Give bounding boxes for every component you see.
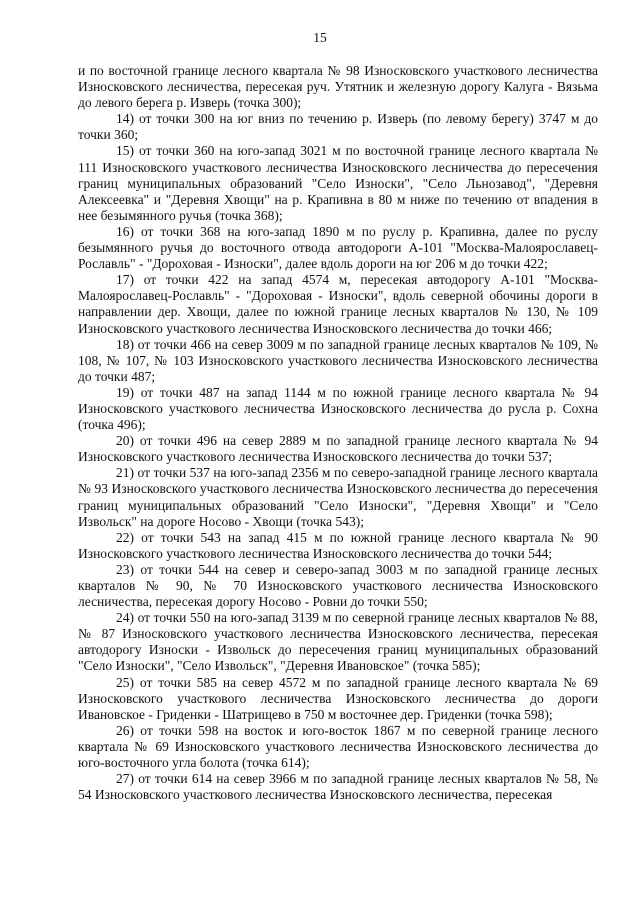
paragraph-item-14: 14) от точки 300 на юг вниз по течению р. Изверь (по левому берегу) 3747 м до точки 360; (78, 111, 598, 143)
paragraph-item-26: 26) от точки 598 на восток и юго-восток 1867 м по северной границе лесного квартала № 69 Износковского участкового лесничества Износковского лесничества до юго-восточного угла болота (точка 614); (78, 722, 598, 771)
paragraph-item-19: 19) от точки 487 на запад 1144 м по южной границе лесного квартала № 94 Износковского участкового лесничества Износковского лесничества до русла р. Сохна (точка 496); (78, 384, 598, 433)
paragraph-item-20: 20) от точки 496 на север 2889 м по западной границе лесного квартала № 94 Износковского участкового лесничества Износковского лесничества до точки 537; (78, 433, 598, 465)
paragraph-item-18: 18) от точки 466 на север 3009 м по западной границе лесных кварталов № 109, № 108, № 107, № 103 Износковского участкового лесничества Износковского лесничества до точки 487; (78, 336, 598, 384)
paragraph-item-25: 25) от точки 585 на север 4572 м по западной границе лесного квартала № 69 Износковского участкового лесничества Износковского лесничества до дороги Ивановское - Гриденки - Шатрищево в 750 м восточнее дер. Гриденки (точка 598); (78, 674, 598, 722)
paragraph-item-17: 17) от точки 422 на запад 4574 м, пересекая автодорогу А-101 "Москва-Малоярославец-Рославль" - "Дороховая - Износки", вдоль северной обочины дороги в направлении дер. Хвощи, далее по южной границе лесных кварталов № 130, № 109 Износковского участкового лесничества Износковского лесничества до точки 466; (78, 272, 598, 336)
paragraph-item-16: 16) от точки 368 на юго-запад 1890 м по руслу р. Крапивна, далее по руслу безымянного ручья до восточного отвода автодороги А-101 "Москва-Малоярославец-Рославль" - "Дороховая - Износки", далее вдоль дороги на юг 206 м до точки 422; (78, 223, 598, 272)
paragraph-item-23: 23) от точки 544 на север и северо-запад 3003 м по западной границе лесных кварталов № 90, № 70 Износковского участкового лесничества Износковского лесничества, пересекая дорогу Носово - Ровни до точки 550; (78, 561, 598, 610)
paragraph-item-24: 24) от точки 550 на юго-запад 3139 м по северной границе лесных кварталов № 88, № 87 Износковского участкового лесничества Износковского лесничества, пересекая автодорогу Износки - Извольск до пересечения границ муниципальных образований "Село Износки", "Село Извольск", "Деревня Ивановское" (точка 585); (78, 610, 598, 674)
paragraph-continuation: и по восточной границе лесного квартала № 98 Износковского участкового лесничества Износковского лесничества, пересекая руч. Утятник и железную дорогу Калуга - Вязьма до левого берега р. Изверь (точка 300); (78, 63, 598, 111)
paragraph-item-27: 27) от точки 614 на север 3966 м по западной границе лесных кварталов № 58, № 54 Износковского участкового лесничества Износковского лесничества, пересекая (78, 771, 598, 803)
document-body (78, 63, 598, 803)
paragraph-item-21: 21) от точки 537 на юго-запад 2356 м по северо-западной границе лесного квартала № 93 Износковского участкового лесничества Износковского лесничества до пересечения границ муниципальных образований "Село Износки", "Деревня Хвощи" и "Село Извольск" на дороге Носово - Хвощи (точка 543); (78, 465, 598, 529)
paragraph-item-15: 15) от точки 360 на юго-запад 3021 м по восточной границе лесного квартала № 111 Износковского участкового лесничества Износковского лесничества до пересечения границ муниципальных образований "Село Износки", "Село Льнозавод", "Деревня Алексеевка" и "Деревня Хвощи" на р. Крапивна в 80 м ниже по течению от впадения в нее безымянного ручья (точка 368); (78, 143, 598, 223)
page-number: 15 (313, 30, 327, 45)
paragraph-item-22: 22) от точки 543 на запад 415 м по южной границе лесного квартала № 90 Износковского участкового лесничества Износковского лесничества до точки 544; (78, 529, 598, 561)
